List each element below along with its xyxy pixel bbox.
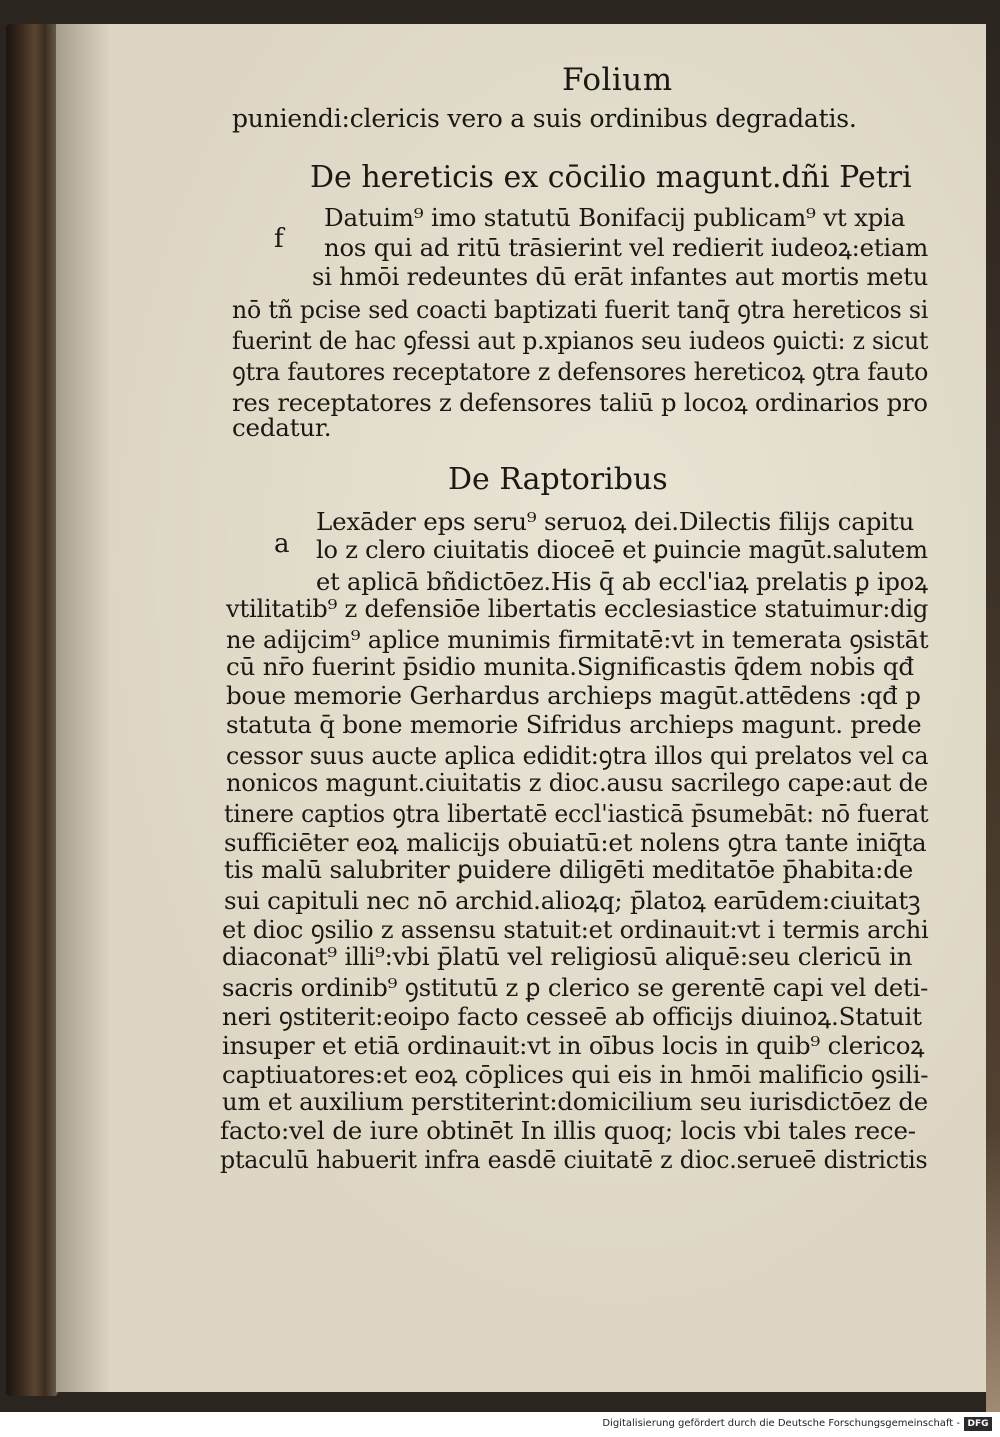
funding-notice: Digitalisierung gefördert durch die Deutsche Forschungsgemeinschaft - [602,1418,960,1429]
text-line: cessor suus aucte aplica edidit:ꝯtra illos qui prelatos vel ca [226,741,929,770]
text-line: vtilitatib⁹ z defensiōe libertatis ecclesiastice statuimur:dig [226,594,929,623]
text-line: cū nr̄o fuerint p̄sidio munita.Significastis q̄dem nobis qđ [226,652,914,681]
text-line: nonicos magunt.ciuitatis z dioc.ausu sacrilego cape:aut de [226,768,928,797]
text-line: captiuatores:et eoꝝ cōplices qui eis in hmōi malificio ꝯsili- [222,1060,929,1089]
footer-bar [0,1412,1000,1437]
text-line: ne adijcim⁹ aplice munimis firmitatē:vt in temerata ꝯsistāt [226,625,929,654]
text-line: sufficiēter eoꝝ malicijs obuiatū:et nolens ꝯtra tante iniq̄ta [224,828,927,857]
text-line: neri ꝯstiterit:eoipo facto cesseē ab officijs diuinoꝝ.Statuit [222,1002,922,1031]
text-line: nos qui ad ritū trāsierint vel redierit iudeoꝝ:etiam [324,233,929,262]
section-heading-raptors: De Raptoribus [448,462,668,497]
dfg-logo: DFG [964,1417,992,1431]
margin-letter: f [274,224,284,254]
first-line: puniendi:clericis vero a suis ordinibus degradatis. [232,104,857,133]
text-line: nō tñ pcise sed coacti baptizati fuerit tanq̄ ꝯtra hereticos si [232,295,929,324]
section-heading-heretics: De hereticis ex cōcilio magunt.dñi Petri [310,160,912,195]
text-line: insuper et etiā ordinauit:vt in oībus locis in quib⁹ clericoꝝ [222,1031,925,1060]
text-line: diaconat⁹ illi⁹:vbi p̄latū vel religiosū aliquē:seu clericū in [222,942,913,971]
text-line: si hmōi redeuntes dū erāt infantes aut mortis metu [312,262,929,291]
text-line: et aplicā bñdictōez.His q̄ ab eccl'iaꝝ prelatis ꝑ ipoꝝ [316,567,928,596]
margin-letter: a [274,529,290,559]
text-line: tinere captios ꝯtra libertatē eccl'iasticā p̄sumebāt: nō fuerat [224,799,929,828]
text-line: sui capituli nec nō archid.alioꝝq; p̄latoꝝ earūdem:ciuitatꝫ [224,886,921,915]
book-binding [6,24,58,1396]
text-line: ptaculū habuerit infra easdē ciuitatē z dioc.serueē districtis [220,1145,928,1174]
text-line: boue memorie Gerhardus archieps magūt.attēdens :qđ p [226,681,921,710]
text-line: cedatur. [232,413,332,442]
text-line: lo z clero ciuitatis dioceē et ꝑuincie magūt.salutem [316,535,928,564]
text-line: ꝯtra fautores receptatore z defensores hereticoꝝ ꝯtra fauto [232,357,929,386]
text-line: fuerint de hac ꝯfessi aut p.xpianos seu iudeos ꝯuicti: z sicut [232,326,929,355]
running-head: Folium [562,62,673,98]
page-edge [986,0,1000,1412]
text-line: res receptatores z defensores taliū p locoꝝ ordinarios pro [232,388,928,417]
text-line: Datuim⁹ imo statutū Bonifacij publicam⁹ vt xpia [324,203,906,232]
text-line: tis malū salubriter ꝑuidere diligēti meditatōe p̄habita:de [224,855,914,884]
text-line: facto:vel de iure obtinēt In illis quoq; locis vbi tales rece- [220,1116,916,1145]
text-line: statuta q̄ bone memorie Sifridus archieps magunt. prede [226,710,922,739]
text-line: um et auxilium perstiterint:domicilium seu iurisdictōez de [222,1087,928,1116]
text-line: Lexāder eps seru⁹ seruoꝝ dei.Dilectis filijs capitu [316,507,915,536]
text-line: sacris ordinib⁹ ꝯstitutū z ꝑ clerico se gerentē capi vel deti- [222,973,929,1002]
text-line: et dioc ꝯsilio z assensu statuit:et ordinauit:vt i termis archi [222,915,929,944]
